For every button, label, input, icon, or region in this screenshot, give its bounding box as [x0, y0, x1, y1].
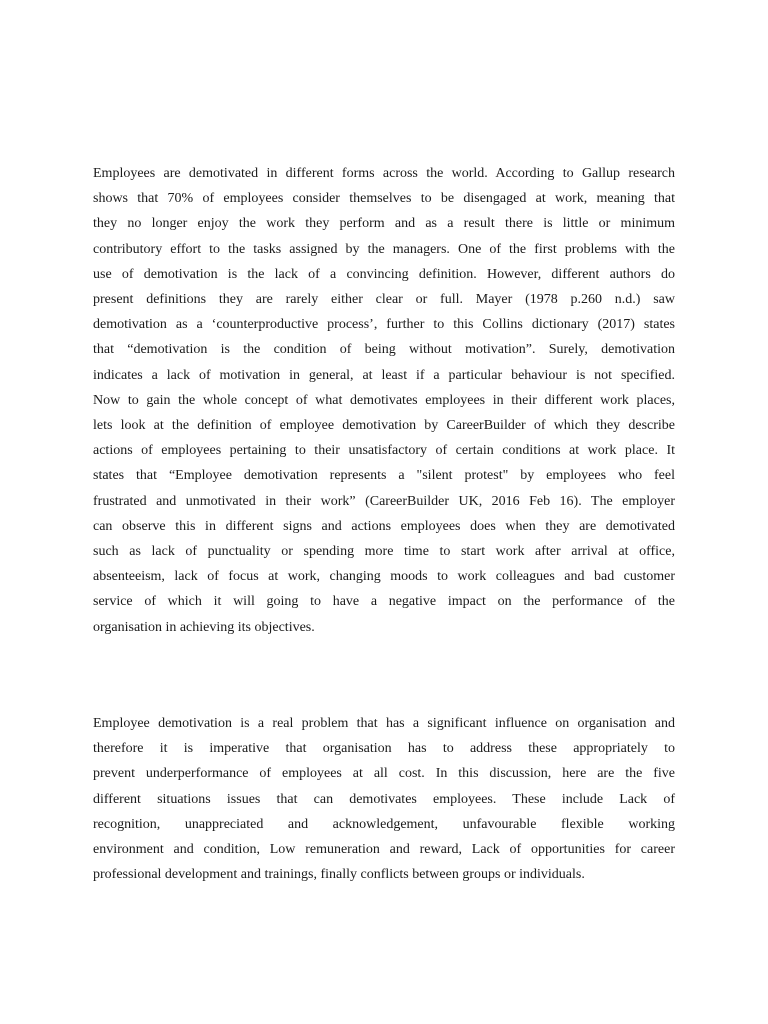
text-line: actions of employees pertaining to their unsatisfactory of certain conditions at work place. It — [93, 443, 675, 459]
text-line: can observe this in different signs and actions employees does when they are demotivated — [93, 518, 675, 534]
text-line: recognition, unappreciated and acknowledgement, unfavourable flexible working — [93, 816, 675, 832]
text-line: service of which it will going to have a negative impact on the performance of the — [93, 594, 675, 610]
paragraph-1 — [93, 161, 675, 640]
paragraph-2-text — [93, 711, 675, 887]
text-line: demotivation as a ‘counterproductive process’, further to this Collins dictionary (2017) states — [93, 317, 675, 333]
text-line: they no longer enjoy the work they perform and as a result there is little or minimum — [93, 216, 675, 232]
text-line: Employees are demotivated in different forms across the world. According to Gallup research — [93, 166, 675, 181]
text-line: present definitions they are rarely either clear or full. Mayer (1978 p.260 n.d.) saw — [93, 292, 675, 308]
text-line: contributory effort to the tasks assigned by the managers. One of the first problems with the — [93, 241, 675, 257]
text-line: lets look at the definition of employee demotivation by CareerBuilder of which they describe — [93, 418, 675, 434]
text-line: different situations issues that can demotivates employees. These include Lack of — [93, 791, 675, 807]
text-line: organisation in achieving its objectives. — [93, 619, 315, 635]
paragraph-1-text — [93, 161, 675, 640]
text-line: shows that 70% of employees consider themselves to be disengaged at work, meaning that — [93, 191, 675, 207]
paragraph-2 — [93, 711, 675, 887]
text-line: frustrated and unmotivated in their work” (CareerBuilder UK, 2016 Feb 16). The employer — [93, 493, 675, 509]
text-line: Now to gain the whole concept of what demotivates employees in their different work places, — [93, 392, 675, 408]
text-line: absenteeism, lack of focus at work, changing moods to work colleagues and bad customer — [93, 569, 675, 585]
text-line: use of demotivation is the lack of a convincing definition. However, different authors do — [93, 266, 675, 282]
text-line: professional development and trainings, finally conflicts between groups or individuals. — [93, 867, 585, 883]
text-line: indicates a lack of motivation in general, at least if a particular behaviour is not specified. — [93, 367, 675, 383]
text-line: that “demotivation is the condition of being without motivation”. Surely, demotivation — [93, 342, 675, 358]
text-line: states that “Employee demotivation represents a "silent protest" by employees who feel — [93, 468, 675, 484]
text-line: environment and condition, Low remuneration and reward, Lack of opportunities for career — [93, 842, 675, 858]
text-line: such as lack of punctuality or spending more time to start work after arrival at office, — [93, 544, 675, 560]
text-line: therefore it is imperative that organisation has to address these appropriately to — [93, 741, 675, 757]
text-line: prevent underperformance of employees at all cost. In this discussion, here are the five — [93, 766, 675, 782]
text-line: Employee demotivation is a real problem that has a significant influence on organisation and — [93, 716, 675, 731]
